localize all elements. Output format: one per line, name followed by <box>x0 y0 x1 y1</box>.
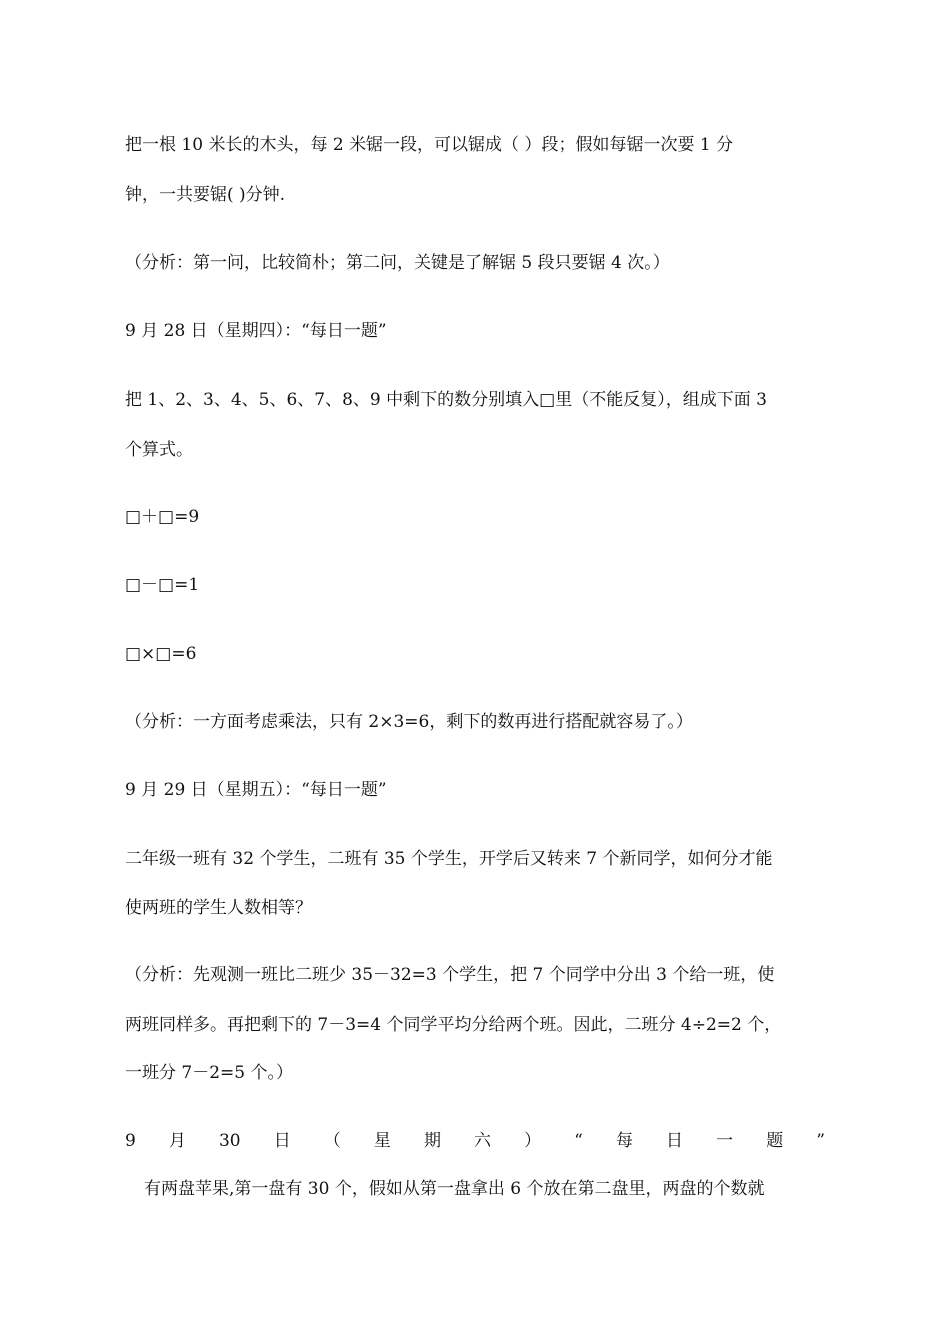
problem-apples-line-1: 有两盘苹果,第一盘有 30 个，假如从第一盘拿出 6 个放在第二盘里，两盘的个数就 <box>144 1179 765 1199</box>
problem-class-line-2: 使两班的学生人数相等？ <box>125 898 312 918</box>
heading-token: ” <box>816 1131 825 1151</box>
analysis-class-line-3: 一班分 7－2=5 个。） <box>125 1063 293 1083</box>
analysis-class-line-1: （分析：先观测一班比二班少 35－32=3 个学生，把 7 个同学中分出 3 个给一班，使 <box>125 965 775 985</box>
heading-token: 月 <box>168 1131 186 1151</box>
heading-sep-30 <box>125 1130 825 1152</box>
heading-token: 30 <box>218 1131 241 1151</box>
equation-multiply: □×□=6 <box>125 644 197 664</box>
problem-fill-line-1: 把 1、2、3、4、5、6、7、8、9 中剩下的数分别填入□里（不能反复），组成下面 3 <box>125 390 767 410</box>
problem-wood-line-1: 把一根 10 米长的木头，每 2 米锯一段，可以锯成（ ）段；假如每锯一次要 1 分 <box>125 135 734 155</box>
heading-sep-29: 9 月 29 日（星期五）：“每日一题” <box>125 780 387 800</box>
analysis-class-line-2: 两班同样多。再把剩下的 7－3=4 个同学平均分给两个班。因此，二班分 4÷2=2 个， <box>125 1015 782 1035</box>
analysis-wood: （分析：第一问，比较简朴；第二问，关键是了解锯 5 段只要锯 4 次。） <box>125 253 670 273</box>
heading-token: ） <box>524 1131 542 1151</box>
equation-subtract: □－□=1 <box>125 575 200 595</box>
heading-token: 9 <box>125 1131 136 1151</box>
problem-wood-line-2: 钟，一共要锯( )分钟. <box>125 185 286 205</box>
heading-token: 星 <box>373 1131 391 1151</box>
problem-class-line-1: 二年级一班有 32 个学生，二班有 35 个学生，开学后又转来 7 个新同学，如何分才能 <box>125 849 773 869</box>
heading-token: 一 <box>716 1131 734 1151</box>
heading-token: 日 <box>273 1131 291 1151</box>
heading-token: 期 <box>423 1131 441 1151</box>
problem-fill-line-2: 个算式。 <box>125 440 193 460</box>
heading-token: 题 <box>766 1131 784 1151</box>
heading-sep-28: 9 月 28 日（星期四）：“每日一题” <box>125 321 387 341</box>
heading-token: 六 <box>474 1131 492 1151</box>
heading-token: 日 <box>666 1131 684 1151</box>
heading-token: 每 <box>615 1131 633 1151</box>
heading-token: （ <box>323 1131 341 1151</box>
equation-add: □＋□=9 <box>125 507 200 527</box>
heading-token: “ <box>574 1131 583 1151</box>
analysis-fill: （分析：一方面考虑乘法，只有 2×3=6，剩下的数再进行搭配就容易了。） <box>125 712 693 732</box>
